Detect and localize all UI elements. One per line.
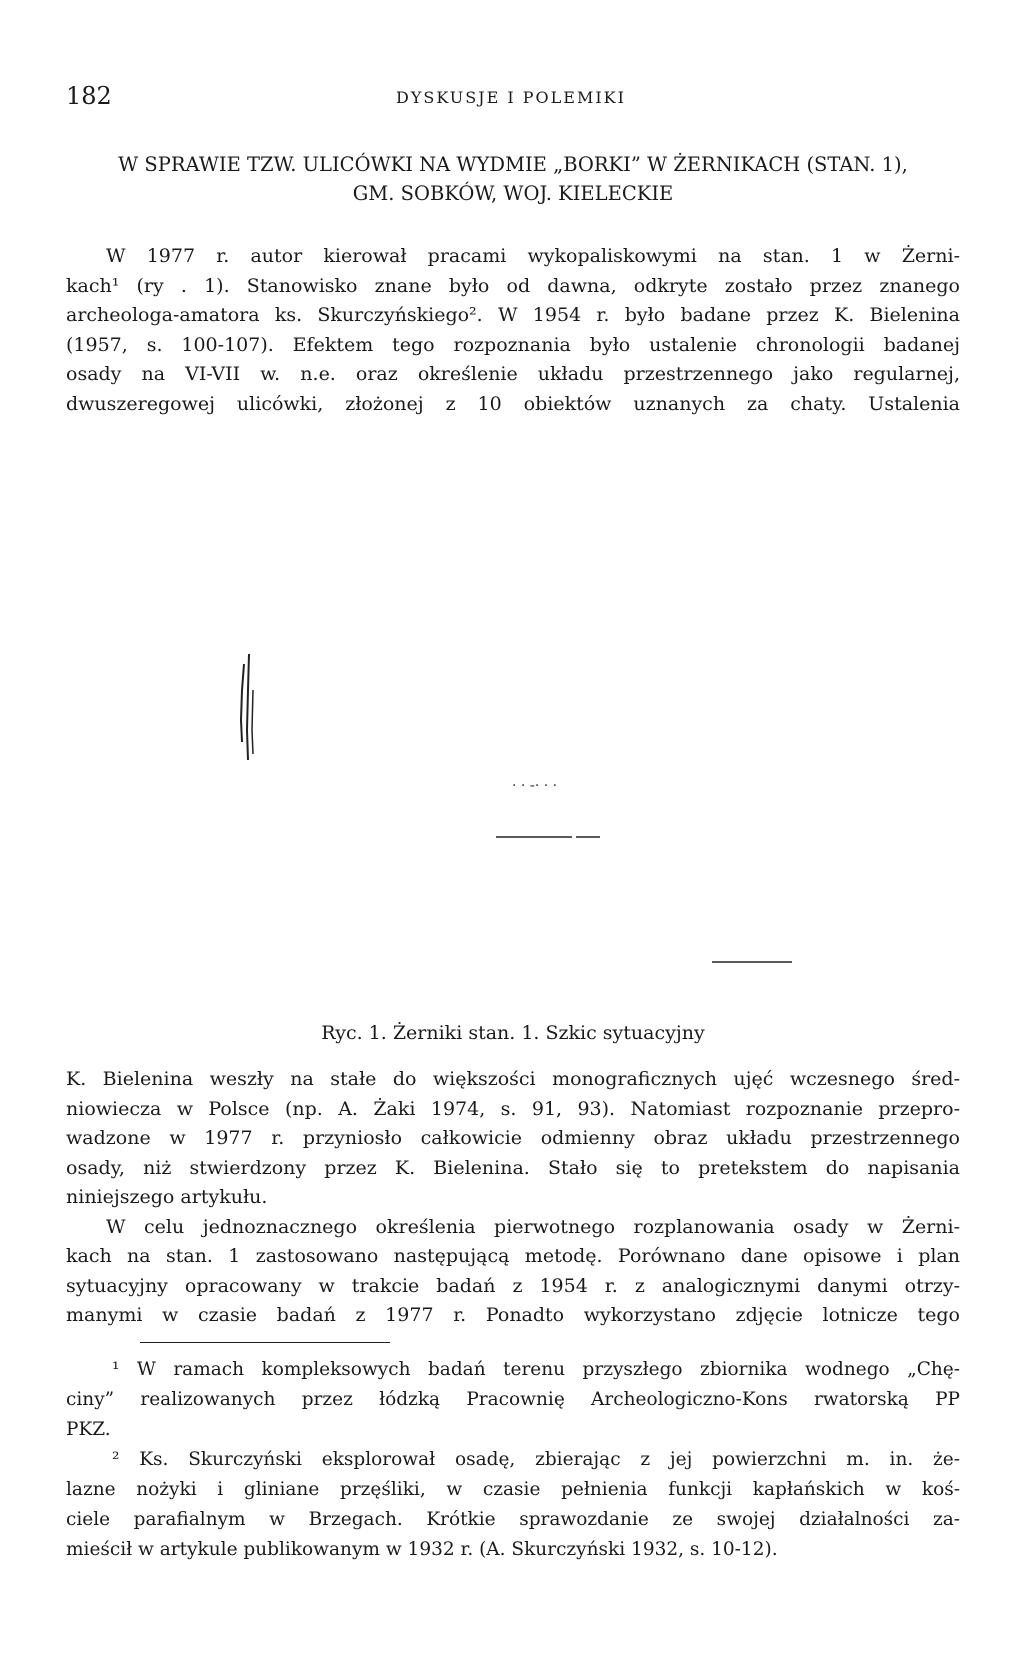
footnote-2-line: mieścił w artykule publikowanym w 1932 r. (A. Skurczyński 1932, s. 10-12). xyxy=(66,1539,778,1560)
text-line: dwuszeregowej ulicówki, złożonej z 10 obiektów uznanych za chaty. Ustalenia xyxy=(66,392,960,415)
footnote-2-line: ² Ks. Skurczyński eksplorował osadę, zbierając z jej powierzchni m. in. że- xyxy=(112,1449,960,1470)
title-line-2: GM. SOBKÓW, WOJ. KIELECKIE xyxy=(352,182,674,205)
text-line: niniejszego artykułu. xyxy=(66,1186,268,1208)
text-line: niowiecza w Polsce (np. A. Żaki 1974, s. 91, 93). Natomiast rozpoznanie przepro- xyxy=(66,1097,960,1120)
text-line: osady, niż stwierdzony przez K. Bielenina. Stało się to pretekstem do napisania xyxy=(66,1156,960,1179)
footnote-divider xyxy=(140,1342,390,1343)
text-line: osady na VI-VII w. n.e. oraz określenie układu przestrzennego jako regularnej, xyxy=(66,363,960,385)
sketch-stroke xyxy=(247,654,249,760)
sketch-dots: · · -· · · xyxy=(512,778,558,794)
continued-paragraph xyxy=(66,1065,960,1331)
title-line-1: W SPRAWIE TZW. ULICÓWKI NA WYDMIE „BORKI” W ŻERNIKACH (STAN. 1), xyxy=(118,153,908,176)
text-line: wadzone w 1977 r. przyniosło całkowicie odmienny obraz układu przestrzennego xyxy=(66,1127,960,1149)
page-number: 182 xyxy=(66,82,112,110)
sketch-image xyxy=(66,650,960,1010)
text-line: W celu jednoznacznego określenia pierwotnego rozplanowania osady w Żerni- xyxy=(106,1215,960,1238)
text-line: (1957, s. 100-107). Efektem tego rozpoznania było ustalenie chronologii badanej xyxy=(66,333,960,356)
text-line: kach na stan. 1 zastosowano następującą metodę. Porównano dane opisowe i plan xyxy=(66,1245,960,1267)
figure-sketch xyxy=(66,650,960,1010)
page-header xyxy=(66,82,960,112)
running-head: DYSKUSJE I POLEMIKI xyxy=(396,88,626,107)
footnotes xyxy=(66,1355,960,1565)
article-title xyxy=(66,150,960,208)
footnote-1-line: PKZ. xyxy=(66,1419,111,1440)
figure-caption: Ryc. 1. Żerniki stan. 1. Szkic sytuacyjny xyxy=(321,1022,705,1044)
text-line: manymi w czasie badań z 1977 r. Ponadto wykorzystano zdjęcie lotnicze tego xyxy=(66,1304,960,1326)
sketch-stroke xyxy=(241,664,244,742)
footnote-2-line: ciele parafialnym w Brzegach. Krótkie sprawozdanie ze swojej działalności za- xyxy=(66,1509,960,1530)
text-line: archeologa-amatora ks. Skurczyńskiego². W 1954 r. było badane przez K. Bielenina xyxy=(66,304,960,326)
footnote-2-line: lazne nożyki i gliniane przęśliki, w czasie pełnienia funkcji kapłańskich w koś- xyxy=(66,1479,960,1500)
text-line: K. Bielenina weszły na stałe do większości monograficznych ujęć wczesnego śred- xyxy=(66,1068,960,1090)
sketch-stroke xyxy=(252,690,253,754)
footnote-1-line: ciny” realizowanych przez łódzką Pracownię Archeologiczno-Kons rwatorską PP xyxy=(66,1389,960,1410)
footnote-1-line: ¹ W ramach kompleksowych badań terenu przyszłego zbiornika wodnego „Chę- xyxy=(112,1359,960,1380)
text-line: W 1977 r. autor kierował pracami wykopaliskowymi na stan. 1 w Żerni- xyxy=(106,245,960,267)
text-line: sytuacyjny opracowany w trakcie badań z 1954 r. z analogicznymi danymi otrzy- xyxy=(66,1274,960,1297)
text-line: kach¹ (ry . 1). Stanowisko znane było od dawna, odkryte zostało przez znanego xyxy=(66,274,960,297)
intro-paragraph xyxy=(66,242,960,419)
